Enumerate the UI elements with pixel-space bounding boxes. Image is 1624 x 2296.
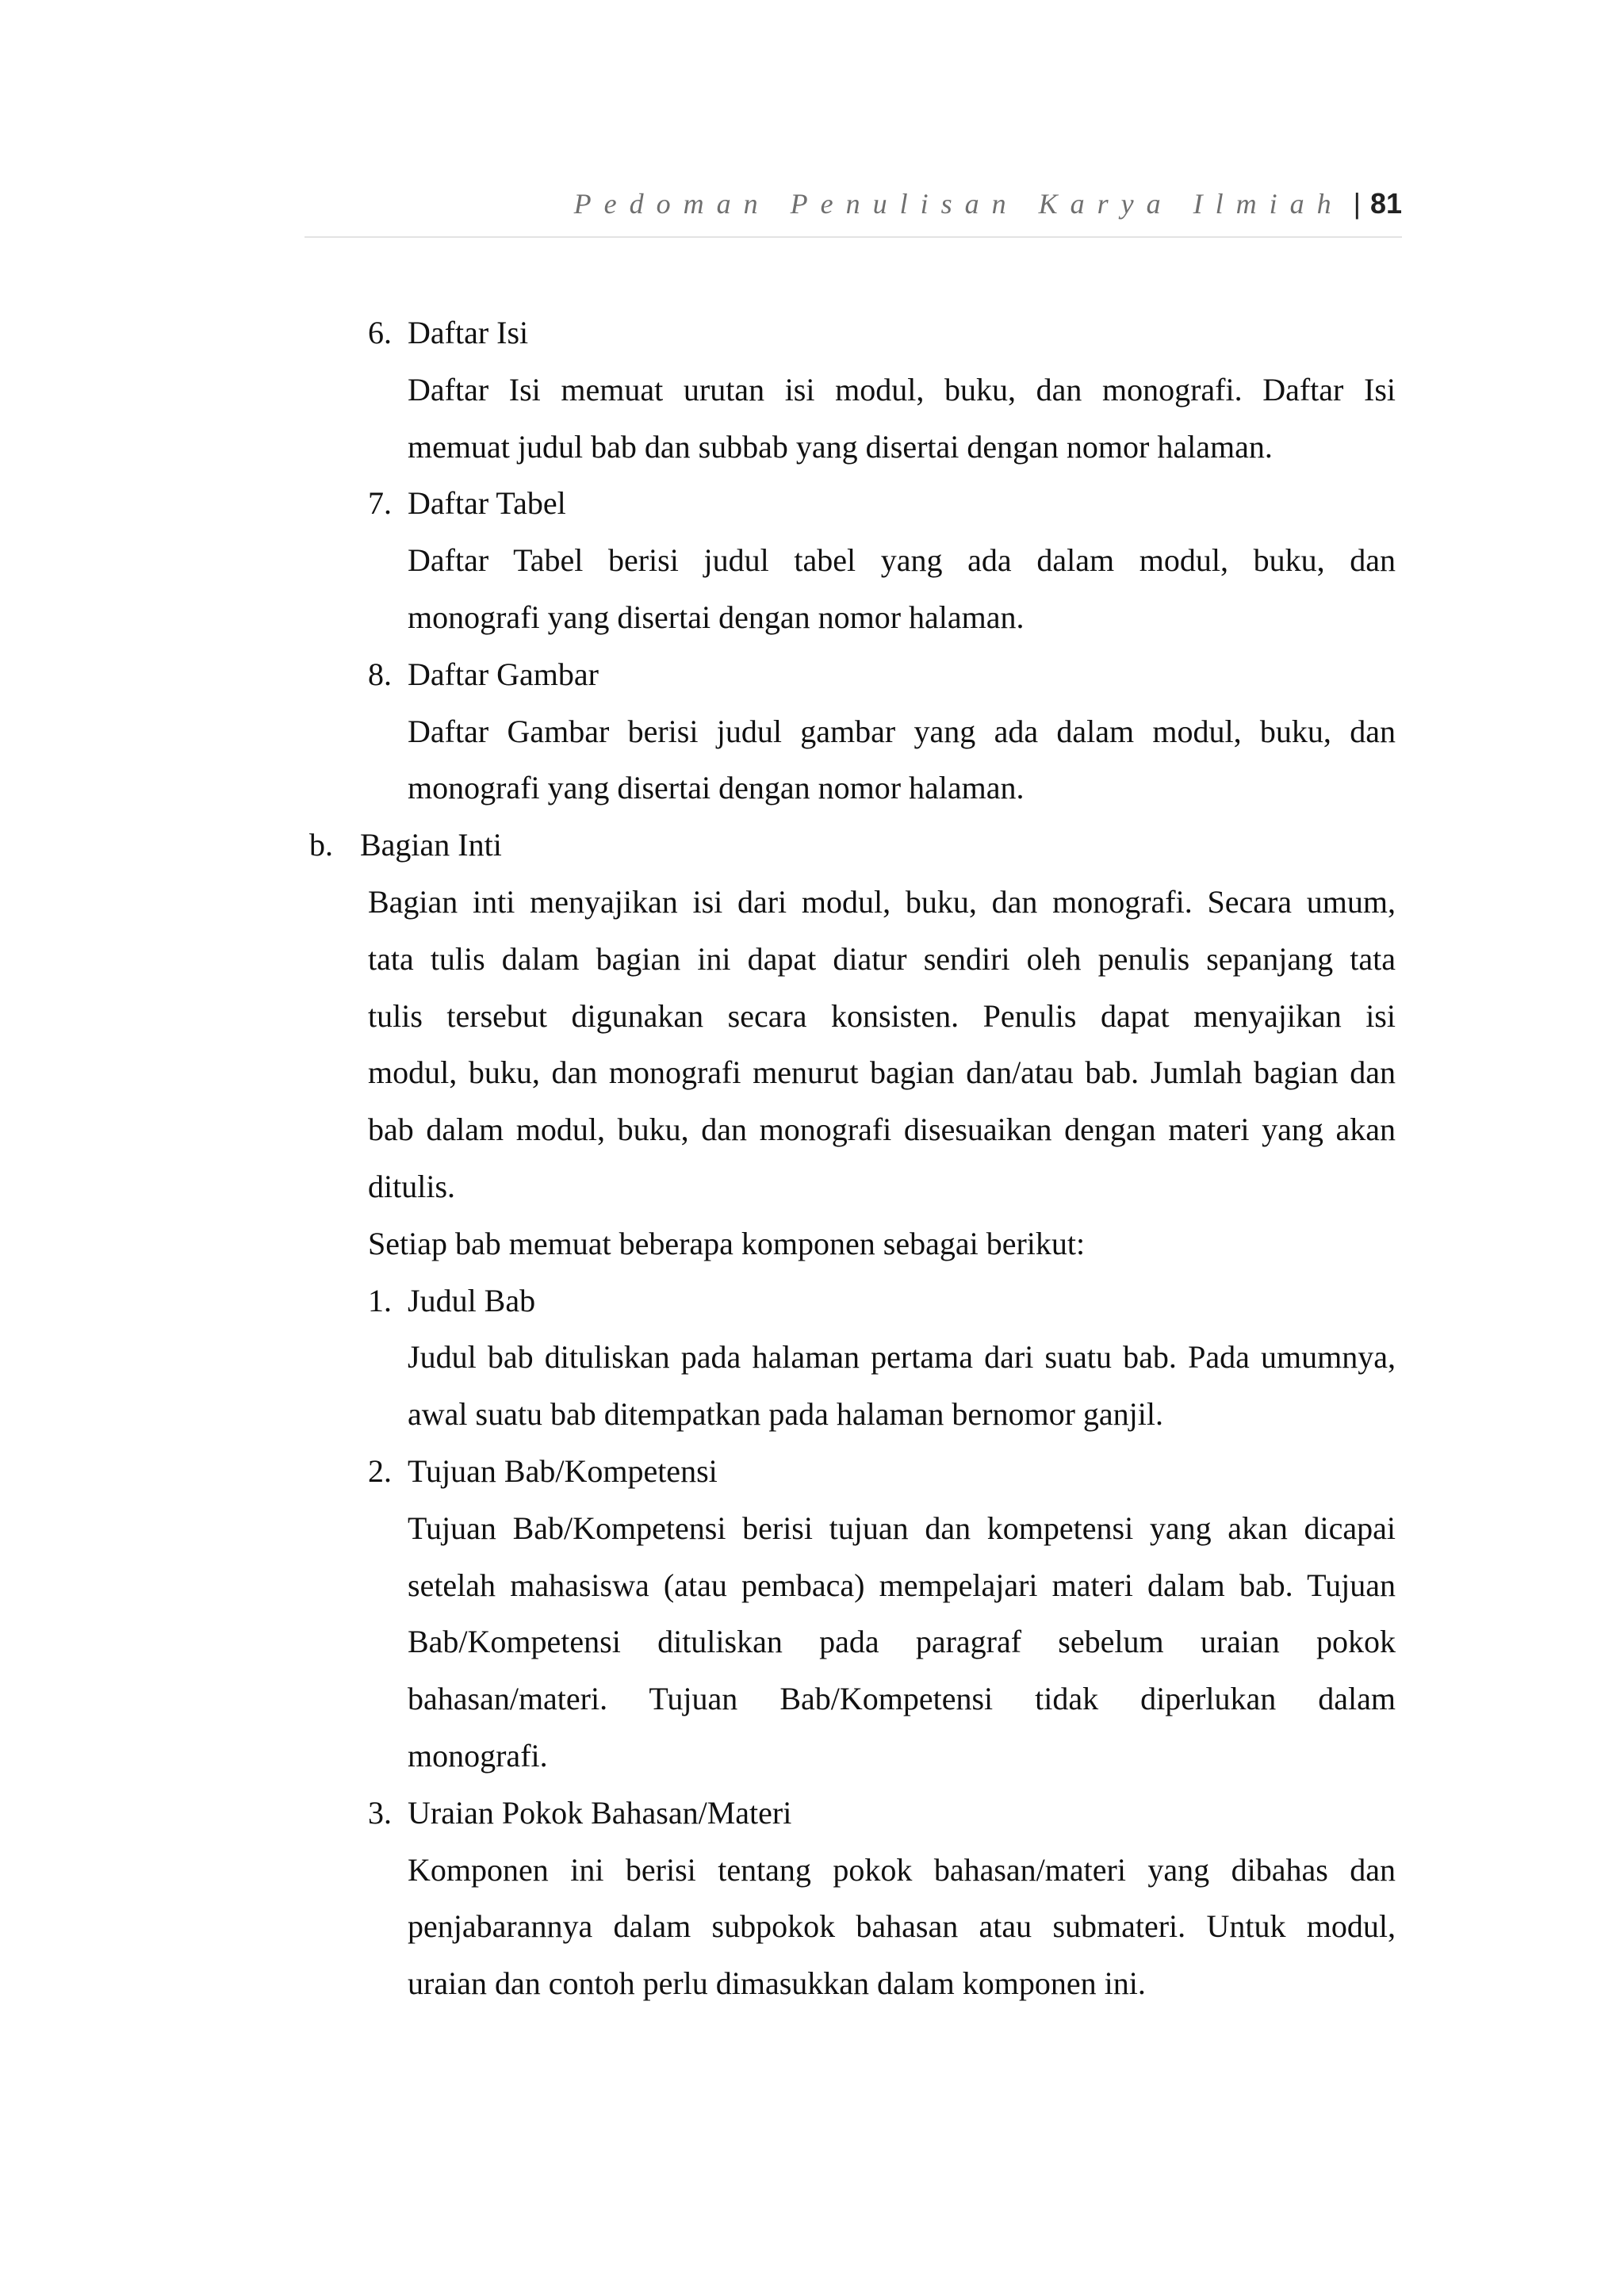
list-number: 3. bbox=[368, 1794, 392, 1831]
list-item-heading bbox=[0, 475, 1624, 532]
paragraph-line: Bagian inti menyajikan isi dari modul, buku, dan monografi. Secara umum, bbox=[368, 883, 1396, 920]
list-number: 7. bbox=[368, 485, 392, 522]
list-number: 2. bbox=[368, 1452, 392, 1489]
paragraph-line: Tujuan Bab/Kompetensi berisi tujuan dan kompetensi yang akan dicapai bbox=[408, 1510, 1396, 1546]
section-title: Bagian Inti bbox=[360, 827, 502, 863]
paragraph-line: tata tulis dalam bagian ini dapat diatur sendiri oleh penulis sepanjang tata bbox=[368, 940, 1396, 977]
list-heading: Daftar Isi bbox=[408, 315, 529, 350]
paragraph-line: monografi. bbox=[408, 1737, 548, 1774]
paragraph-line: Komponen ini berisi tentang pokok bahasan/materi yang dibahas dan bbox=[408, 1851, 1396, 1888]
paragraph-line: awal suatu bab ditempatkan pada halaman bernomor ganjil. bbox=[408, 1396, 1164, 1433]
page-body bbox=[0, 304, 1624, 2012]
paragraph-line: bahasan/materi. Tujuan Bab/Kompetensi tidak diperlukan dalam bbox=[408, 1681, 1396, 1717]
header-separator: | bbox=[1353, 187, 1361, 220]
list-number: 8. bbox=[368, 656, 392, 692]
list-number: 6. bbox=[368, 315, 392, 350]
paragraph-line: Judul bab dituliskan pada halaman pertama dari suatu bab. Pada umumnya, bbox=[408, 1339, 1396, 1376]
paragraph-line: ditulis. bbox=[368, 1168, 456, 1204]
paragraph-line: monografi yang disertai dengan nomor halaman. bbox=[408, 599, 1025, 635]
list-item-heading bbox=[0, 646, 1624, 703]
list-item-heading bbox=[0, 304, 1624, 362]
section-letter: b. bbox=[309, 827, 333, 863]
header-title: Pedoman Penulisan Karya Ilmiah bbox=[573, 188, 1344, 220]
paragraph-line: tulis tersebut digunakan secara konsisten. Penulis dapat menyajikan isi bbox=[368, 997, 1396, 1034]
list-heading: Judul Bab bbox=[408, 1282, 536, 1318]
paragraph-line: monografi yang disertai dengan nomor halaman. bbox=[408, 770, 1025, 806]
list-item-heading bbox=[0, 1785, 1624, 1842]
section-heading bbox=[0, 817, 1624, 874]
paragraph-line: modul, buku, dan monografi menurut bagian dan/atau bab. Jumlah bagian dan bbox=[368, 1054, 1396, 1091]
paragraph-line: Daftar Tabel berisi judul tabel yang ada dalam modul, buku, dan bbox=[408, 542, 1396, 579]
page-number: 81 bbox=[1369, 187, 1402, 220]
paragraph-line: setelah mahasiswa (atau pembaca) mempelajari materi dalam bab. Tujuan bbox=[408, 1567, 1396, 1603]
paragraph-line: Bab/Kompetensi dituliskan pada paragraf sebelum uraian pokok bbox=[408, 1624, 1396, 1660]
list-item-heading bbox=[0, 1272, 1624, 1330]
list-heading: Uraian Pokok Bahasan/Materi bbox=[408, 1794, 792, 1831]
list-item-heading bbox=[0, 1443, 1624, 1500]
paragraph-line: Daftar Isi memuat urutan isi modul, buku, dan monografi. Daftar Isi bbox=[408, 371, 1396, 408]
running-header bbox=[304, 187, 1402, 238]
paragraph-line: penjabarannya dalam subpokok bahasan atau submateri. Untuk modul, bbox=[408, 1908, 1396, 1945]
paragraph-line: Daftar Gambar berisi judul gambar yang ada dalam modul, buku, dan bbox=[408, 713, 1396, 749]
intro-line: Setiap bab memuat beberapa komponen sebagai berikut: bbox=[368, 1225, 1086, 1261]
paragraph-line: uraian dan contoh perlu dimasukkan dalam komponen ini. bbox=[408, 1965, 1146, 2002]
list-heading: Daftar Gambar bbox=[408, 656, 599, 692]
list-heading: Daftar Tabel bbox=[408, 485, 566, 522]
paragraph-line: memuat judul bab dan subbab yang disertai dengan nomor halaman. bbox=[408, 428, 1273, 465]
paragraph-line: bab dalam modul, buku, dan monografi disesuaikan dengan materi yang akan bbox=[368, 1112, 1396, 1148]
list-heading: Tujuan Bab/Kompetensi bbox=[408, 1452, 718, 1489]
list-number: 1. bbox=[368, 1282, 392, 1318]
